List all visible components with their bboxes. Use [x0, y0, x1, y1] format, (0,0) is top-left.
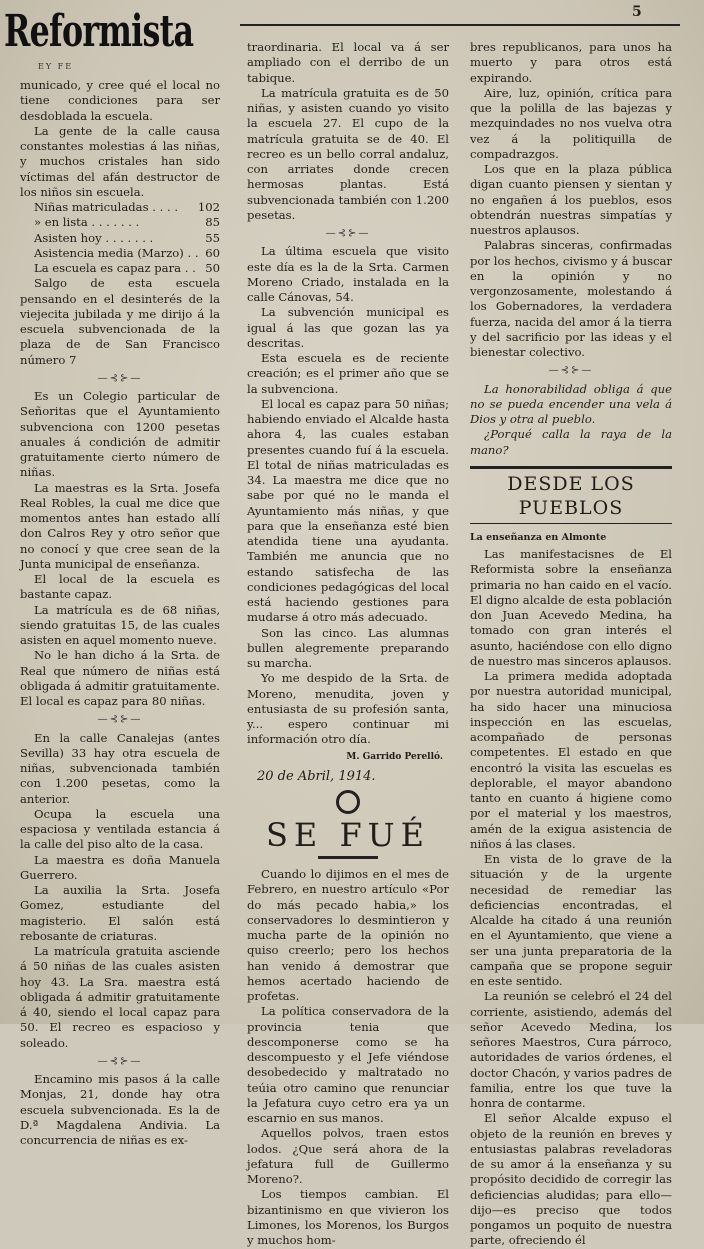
stat-row	[20, 200, 220, 215]
italic-quotes	[470, 382, 672, 458]
paragraph: En vista de lo grave de la situación y de la urgente necesidad de remediar las deficiencias encontradas, el Alcalde ha citado á una reunión en el Ayuntamiento, que viene a ser una junta preparatoria de la campaña que se propone seguir en este sentido.	[470, 852, 672, 988]
paragraph: Cuando lo dijimos en el mes de Febrero, en nuestro artículo «Por do más pecado habia,» los conservadores lo desmintieron y mucha parte de la opinión no quiso creerlo; pero los hechos han venido á demostrar que hemos acertado haciendo de profetas.	[247, 867, 449, 1003]
stat-value: 55	[205, 230, 220, 245]
paragraph: El local de la escuela es bastante capaz.	[20, 572, 220, 602]
paragraph: El local es capaz para 50 niñas; habiendo enviado el Alcalde hasta ahora 4, las cuales estaban presentes cuando fuí á la escuela. El total de niñas matriculadas es 34. La maestra me dice que no sabe por qué no le manda el Ayuntamiento más niñas, y que para que la enseñanza esté bien atendida tiene una ayudanta. También me anuncia que no estando satisfecha de las condiciones pedagógicas del local está haciendo gestiones para mudarse á otro más adecuado.	[247, 396, 449, 625]
stat-label: » en lista . . . . . . .	[34, 215, 140, 230]
paragraph: Esta escuela es de reciente creación; es el primer año que se la subvenciona.	[247, 351, 449, 396]
column-3	[470, 40, 672, 1249]
paragraph: No le han dicho á la Srta. de Real que número de niñas está obligada á admitir gratuitamente. El local es capaz para 80 niñas.	[20, 648, 220, 708]
stat-value: 85	[205, 215, 220, 230]
ornament-divider: —⊰⊱—	[97, 1055, 143, 1067]
ornament-divider: —⊰⊱—	[97, 372, 143, 384]
paragraph: La subvención municipal es igual á las que gozan las ya descritas.	[247, 305, 449, 350]
masthead-title: Reformista	[4, 6, 194, 57]
stat-label: Niñas matriculadas . . . .	[34, 200, 179, 214]
stat-value: 102	[197, 200, 220, 214]
paragraph: Los que en la plaza pública digan cuanto piensen y sientan y no engañen á los pueblos, esos obtendrán nuestras simpatías y nuestros aplausos.	[470, 162, 672, 237]
section-heading: DESDE LOS PUEBLOS	[470, 466, 672, 524]
paragraph: La honorabilidad obliga á que no se pueda encender una vela á Dios y otra al pueblo.	[470, 381, 672, 426]
paragraph: La maestra es doña Manuela Guerrero.	[20, 852, 220, 882]
stat-row	[20, 261, 220, 276]
paragraph: Ocupa la escuela una espaciosa y ventilada estancia á la calle del piso alto de la casa.	[20, 806, 220, 852]
paragraph: La matrícula gratuita es de 50 niñas, y asisten cuando yo visito la escuela 27. El cupo de la matrícula gratuita se de 40. El recreo es un bello corral andaluz, con arriates donde crecen hermosas plantas. Está subvencionada también con 1.200 pesetas.	[247, 85, 449, 222]
masthead-subtitle: EY FE	[38, 62, 74, 71]
paragraph: El señor Alcalde expuso el objeto de la reunión en breves y entusiastas palabras reveladoras de su amor á la enseñanza y su propósito decidido de corregir las deficiencias aludidas; para ello—dijo—es preciso que todos pongamos un poquito de nuestra parte, ofreciendo él	[470, 1111, 672, 1248]
paragraph: En la calle Canalejas (antes Sevilla) 33 hay otra escuela de niñas, subvencionada también con 1.200 pesetas, como la anterior.	[20, 730, 220, 806]
stat-label: Asisten hoy . . . . . . .	[34, 230, 154, 245]
paragraph: bres republicanos, para unos ha muerto y para otros está expirando.	[470, 40, 672, 85]
paragraph: ¿Porqué calla la raya de la mano?	[470, 427, 672, 457]
page-number: 5	[632, 4, 642, 20]
paragraph: La política conservadora de la provincia tenia que descomponerse como se ha descompuesto y el Jefe viéndose desobedecido y maltratado no teúia otro camino que renunciar la Jefatura cuyo cetro era ya un escarnio en sus manos.	[247, 1004, 449, 1125]
paragraph: Aquellos polvos, traen estos lodos. ¿Que será ahora de la jefatura full de Guillermo Moreno?.	[247, 1126, 449, 1186]
paragraph: traordinaria. El local va á ser ampliado con el derribo de un tabique.	[247, 40, 449, 85]
column-1	[20, 78, 220, 1148]
dateline: 20 de Abril, 1914.	[257, 768, 376, 784]
column-2	[247, 40, 449, 1248]
circle-ornament-icon	[336, 790, 360, 814]
paragraph: Es un Colegio particular de Señoritas que el Ayuntamiento subvenciona con 1200 pesetas anuales á condición de admitir gratuitamente cierto número de niñas.	[20, 389, 220, 480]
ornament-divider: —⊰⊱—	[325, 228, 371, 239]
paragraph: La última escuela que visito este día es la de la Srta. Carmen Moreno Criado, instalada en la calle Cánovas, 54.	[247, 244, 449, 304]
stat-row	[20, 231, 220, 246]
paragraph: Palabras sinceras, confirmadas por los hechos, civismo y á buscar en la opinión y no vergonzosamente, molestando á los Gobernadores, la verdadera fuerza, nacida del amor á la tierra y del sacrificio por las ideas y el bienestar colectivo.	[470, 238, 672, 359]
stat-row	[20, 246, 220, 261]
paragraph: Yo me despido de la Srta. de Moreno, menudita, joven y entusiasta de su profesión santa, y... espero continuar mi información otro día.	[247, 671, 449, 747]
paragraph: La matrícula es de 68 niñas, siendo gratuitas 15, de las cuales asisten en aquel momento nueve.	[20, 602, 220, 647]
paragraph: Encamino mis pasos á la calle Monjas, 21, donde hay otra escuela subvencionada. Es la de D.ª Magdalena Andivia. La concurrencia de niñas es ex-	[20, 1072, 220, 1147]
stat-label: La escuela es capaz para . .	[34, 261, 196, 275]
paragraph: La maestras es la Srta. Josefa Real Robles, la cual me dice que momentos antes han estado allí don Calros Rey y otro señor que no conocí y que cree sean de la Junta municipal de enseñanza.	[20, 480, 220, 571]
paragraph: municado, y cree qué el local no tiene condiciones para ser desdoblada la escuela.	[20, 78, 220, 123]
article-headline: SE FUÉ	[266, 816, 430, 854]
masthead-logo	[4, 2, 230, 74]
paragraph: La reunión se celebró el 24 del corriente, asistiendo, además del señor Acevedo Medina, los señores Maestros, Cura párroco, autoridades de varios órdenes, el doctor Chacón, y varios padres de familia, entre los que tuve la honra de contarme.	[470, 989, 672, 1110]
ornament-divider: —⊰⊱—	[548, 365, 594, 377]
stat-row	[20, 215, 220, 230]
author-signature: M. Garrido Perelló.	[346, 751, 443, 762]
paragraph: Son las cinco. Las alumnas bullen alegremente preparando su marcha.	[247, 625, 449, 670]
paragraph: La matrícula gratuita asciende á 50 niñas de las cuales asisten hoy 43. La Sra. maestra está obligada á admitir gratuitamente á 40, siendo el local capaz para 50. El recreo es espacioso y soleado.	[20, 944, 220, 1050]
paragraph: Aire, luz, opinión, crítica para que la polilla de las bajezas y mezquindades no nos vuelva otra vez á la politiquilla de compadrazgos.	[470, 85, 672, 161]
stat-value: 50	[205, 261, 220, 275]
paragraph: Salgo de esta escuela pensando en el desinterés de la viejecita jubilada y me dirijo á la escuela subvencionada de la plaza de de San Francisco número 7	[20, 276, 220, 367]
stats-list	[20, 200, 220, 276]
paragraph: La primera medida adoptada por nuestra autoridad municipal, ha sido hacer una minuciosa inspección en las escuelas, acompañado de personas competentes. El estado en que encontró la visita las escuelas es deplorable, el mayor abandono tanto en cuanto á higiene como por el material y los maestros, amén de la exigua asistencia de niños á las clases.	[470, 669, 672, 851]
paragraph: Los tiempos cambian. El bizantinismo en que vivieron los Limones, los Morenos, los Burgos y muchos hom-	[247, 1187, 449, 1247]
headline-rule	[318, 856, 378, 859]
paragraph: La gente de la calle causa constantes molestias á las niñas, y muchos cristales han sido víctimas del afán destructor de los niños sin escuela.	[20, 123, 220, 199]
paragraph: La auxilia la Srta. Josefa Gomez, estudiante del magisterio. El salón está rebosante de criaturas.	[20, 883, 220, 943]
header-rule	[240, 24, 680, 26]
ornament-divider: —⊰⊱—	[97, 714, 143, 726]
paragraph: Las manifestacisnes de El Reformista sobre la enseñanza primaria no han caido en el vacío. El digno alcalde de esta población don Juan Acevedo Medina, ha tomado con gran interés el asunto, haciéndose con ello digno de nuestro mas sinceros aplausos.	[470, 547, 672, 668]
article-subheading: La enseñanza en Almonte	[470, 531, 607, 543]
stat-value: 60	[205, 245, 220, 260]
stat-label: Asistencia media (Marzo) . .	[34, 245, 199, 260]
